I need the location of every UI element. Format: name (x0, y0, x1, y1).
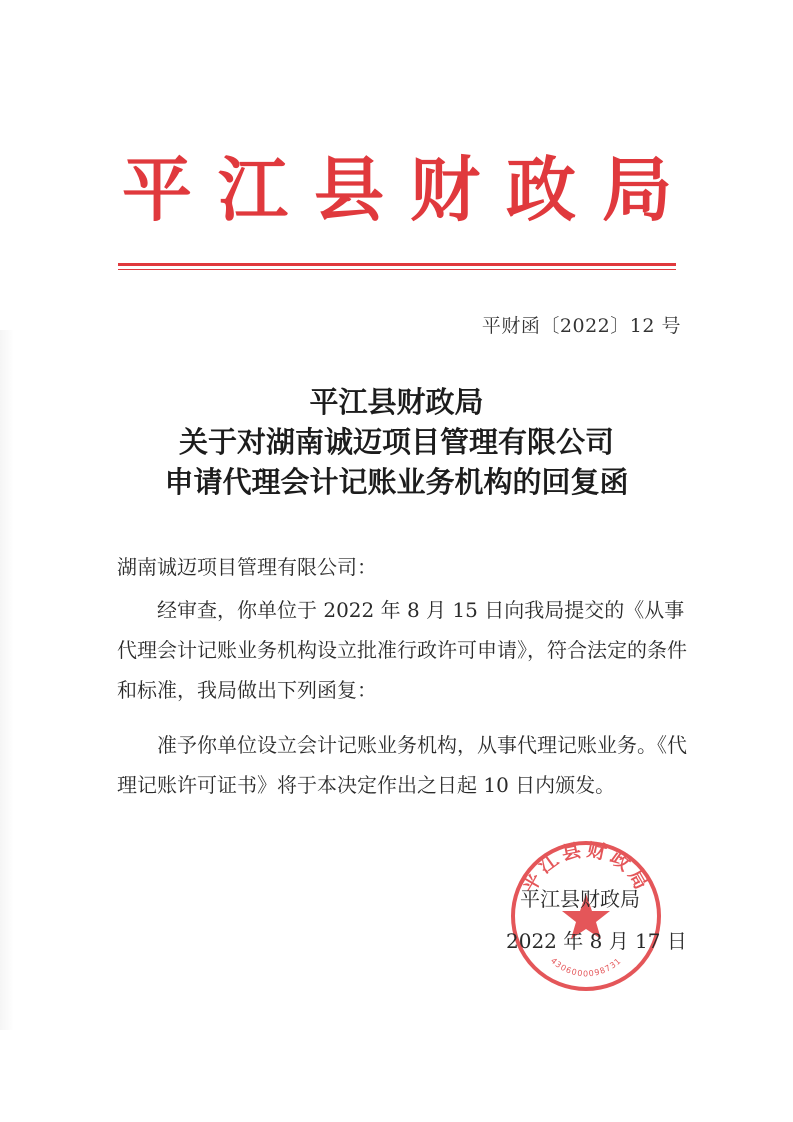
signature-date: 2022 年 8 月 17 日 (506, 929, 687, 953)
letterhead-char: 平 (122, 149, 192, 231)
document-title (0, 382, 793, 502)
letterhead (117, 140, 677, 240)
title-line: 申请代理会计记账业务机构的回复函 (164, 465, 629, 499)
letterhead-char: 政 (506, 149, 576, 231)
paragraph-text: 准予你单位设立会计记账业务机构，从事代理记账业务。《代理记账许可证书》将于本决定作出之日起 10 日内颁发。 (117, 733, 687, 797)
addressee: 湖南诚迈项目管理有限公司： (117, 555, 377, 579)
body-paragraph (117, 590, 687, 710)
letterhead-char: 江 (218, 149, 288, 231)
signature-organization: 平江县财政局 (520, 887, 640, 911)
title-line: 关于对湖南诚迈项目管理有限公司 (178, 425, 614, 459)
letterhead-char: 局 (602, 149, 672, 231)
seal-code-text: 4306000098731 (548, 956, 624, 979)
title-line: 平江县财政局 (309, 385, 484, 419)
letterhead-divider-thin (118, 269, 676, 270)
letterhead-char: 县 (314, 149, 384, 231)
letterhead-divider-thick (118, 263, 676, 266)
paragraph-text: 经审查，你单位于 2022 年 8 月 15 日向我局提交的《从事代理会计记账业务机构设立批准行政许可申请》，符合法定的条件和标准，我局做出下列函复： (117, 598, 687, 702)
body-paragraph (117, 725, 687, 805)
official-seal (508, 838, 664, 994)
seal-arc-text: 平江县财政局 (517, 838, 655, 897)
document-number: 平财函〔2022〕12 号 (481, 315, 681, 337)
letterhead-char: 财 (410, 149, 480, 231)
